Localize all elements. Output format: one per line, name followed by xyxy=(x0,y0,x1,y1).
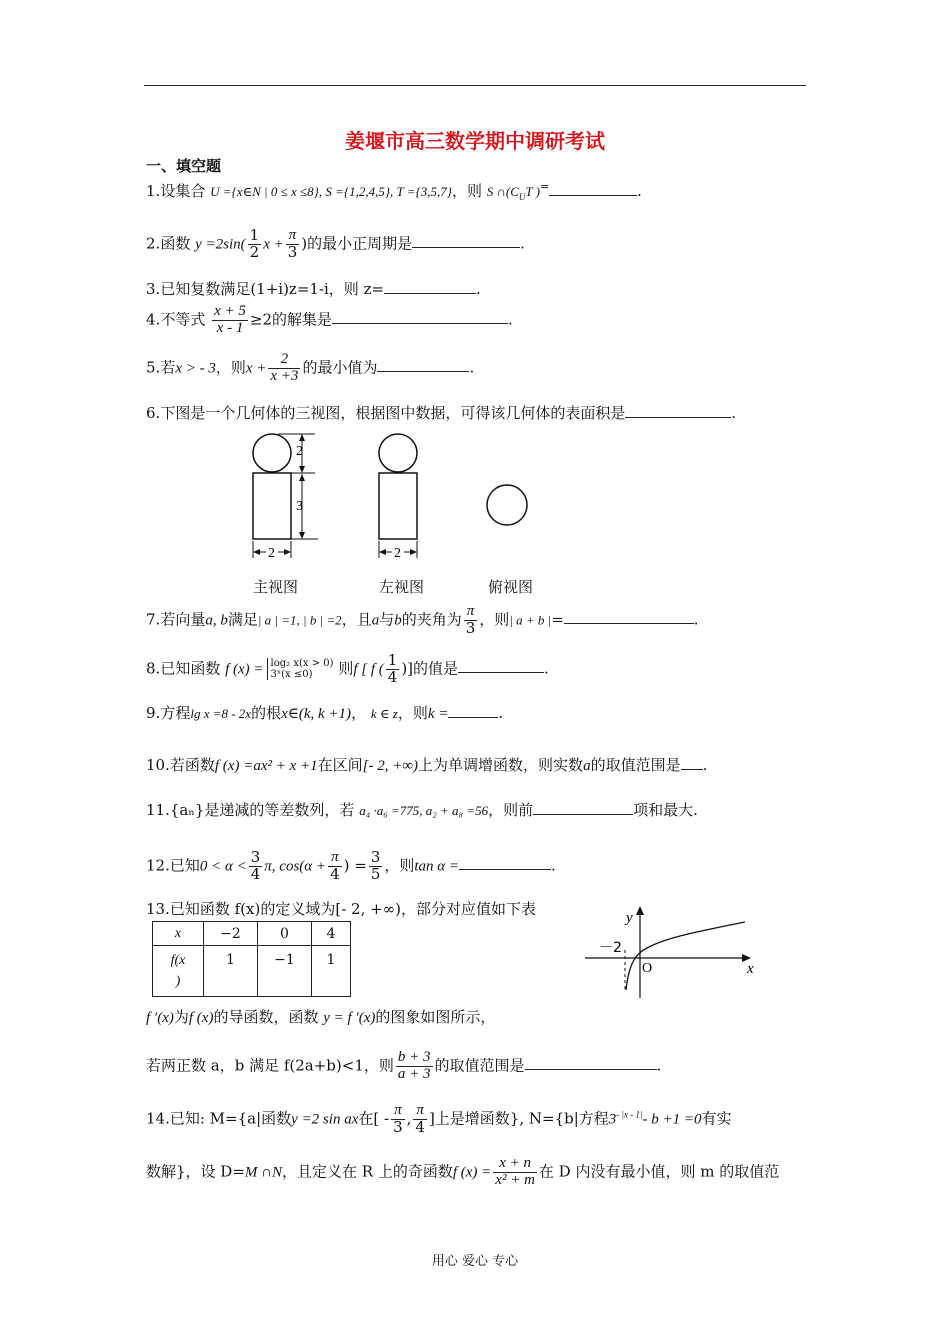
q5-x: x + xyxy=(245,360,267,377)
value-table xyxy=(152,921,351,997)
page-footer: 用心 爱心 专心 xyxy=(431,1254,519,1269)
q10-text: 若函数 xyxy=(169,756,215,774)
q8-ff: f [ f ( xyxy=(353,661,384,678)
q4-number: 4. xyxy=(146,310,161,329)
q8-fraction xyxy=(386,653,400,686)
q12-num1: 3 xyxy=(250,848,261,866)
arrow-head xyxy=(299,434,305,441)
arrow-head xyxy=(299,532,305,539)
q7-then: ，则 xyxy=(479,610,510,629)
x-axis-label: x xyxy=(747,961,754,977)
dim-label-w1: 2 xyxy=(268,546,275,561)
arrow-head xyxy=(299,466,305,473)
q14-num1: π xyxy=(391,1103,405,1120)
q13-cond: 若两正数 a，b 满足 f(2a+b)<1，则 xyxy=(146,1056,394,1075)
q8-close: )] xyxy=(401,659,414,678)
q14-den3: x² + m xyxy=(495,1171,535,1188)
q9-then: ，则 xyxy=(397,704,428,722)
table-row xyxy=(153,946,351,997)
answer-blank[interactable] xyxy=(564,609,694,624)
q11-then: ，则前 xyxy=(488,801,534,819)
q8-case1: log₂ x(x > 0) xyxy=(270,658,334,670)
y-axis-label: y xyxy=(626,910,633,926)
q14-line2c: ，且定义在 R 上的奇函数 xyxy=(282,1162,453,1181)
q12-den1: 4 xyxy=(250,864,261,883)
q12-den2: 4 xyxy=(330,864,340,883)
table-cell-part: f(x xyxy=(170,953,186,968)
section-heading: 一、填空题 xyxy=(146,157,222,175)
question-1: 1.设集合 U ={x∈N | 0 ≤ x ≤8}, S ={1,2,4,5}, T ={3,5,7}，则 S $\cap(C_UT$ )= . xyxy=(146,180,642,202)
q14-text: 已知: M={a|函数 xyxy=(169,1109,292,1128)
q14-exp: - |x - 1| xyxy=(616,1109,643,1120)
q12-eq: ) = xyxy=(343,856,367,875)
arrow-head xyxy=(410,549,417,555)
q7-den: 3 xyxy=(465,618,476,637)
q4-fraction xyxy=(212,304,248,337)
q13-number: 13. xyxy=(146,900,170,918)
arrow-head xyxy=(379,549,386,555)
question-14-line2 xyxy=(146,1156,779,1189)
q12-frac3 xyxy=(369,850,383,883)
table-row xyxy=(153,922,351,946)
q13-tail: 的取值范围是 xyxy=(434,1056,525,1075)
q3-text: 已知复数满足(1+i)z=1-i，则 z= xyxy=(160,280,385,298)
q7-vectors: a, b xyxy=(205,612,228,629)
q2-x: x + xyxy=(263,236,284,253)
question-13-line2 xyxy=(146,1006,495,1027)
question-5: 5.若x > - 3，则x + $\frac{2}{x +3}$ 的最小值为 . xyxy=(146,351,475,384)
q14-frac1 xyxy=(391,1103,405,1136)
q13-num: b + 3 xyxy=(397,1049,431,1065)
q8-number: 8. xyxy=(146,659,161,678)
q14-line2a: 数解}，设 D= xyxy=(146,1162,245,1181)
page-title: 姜堰市高三数学期中调研考试 xyxy=(345,129,605,153)
q9-number: 9. xyxy=(146,704,161,722)
q3-number: 3. xyxy=(146,280,161,298)
q7-b: b xyxy=(394,612,402,629)
answer-blank[interactable] xyxy=(412,233,520,248)
q5-fraction xyxy=(268,352,300,385)
question-13-line3: 若两正数 a，b 满足 f(2a+b)<1，则 $\frac{b + 3}{a + 3}$ 的取值范围是 . xyxy=(146,1049,662,1082)
q4-rel: ≥2 xyxy=(249,310,273,329)
q9-text: 方程 xyxy=(160,704,191,722)
q1-sub: U xyxy=(518,192,526,202)
q8-then: 则 xyxy=(338,659,354,678)
arrow-head xyxy=(299,474,305,481)
q13-desc2: 的图象如图所示， xyxy=(375,1008,496,1026)
q12-num2: π xyxy=(328,850,342,867)
q10-on: 在区间 xyxy=(317,756,363,774)
q13-is: 为 xyxy=(173,1008,189,1026)
arrow-head xyxy=(253,549,260,555)
q11-seq: {aₙ} xyxy=(169,801,205,819)
answer-blank[interactable] xyxy=(377,357,469,372)
q8-tail: 的值是 xyxy=(413,659,459,678)
q5-den: x +3 xyxy=(270,367,299,384)
answer-blank[interactable] xyxy=(459,855,551,870)
q2-pi-fraction xyxy=(286,228,300,261)
q7-text: 若向量 xyxy=(160,610,206,629)
q2-close: ) xyxy=(301,234,308,253)
q14-den2: 4 xyxy=(415,1117,425,1136)
three-views-figure xyxy=(240,428,560,568)
q7-eq: = xyxy=(551,610,564,629)
q7-cond: 满足 xyxy=(227,610,258,629)
arrow-head xyxy=(284,549,291,555)
q14-y: y =2 sin ax xyxy=(291,1111,359,1128)
q10-number: 10. xyxy=(146,756,170,774)
table-cell xyxy=(153,946,204,997)
table-cell-part: ) xyxy=(175,974,181,989)
q10-a: a xyxy=(583,758,591,774)
question-14 xyxy=(146,1103,731,1136)
q10-tail: 上为单调增函数，则实数 xyxy=(418,756,584,774)
table-cell: 1 xyxy=(312,946,351,997)
table-cell: −1 xyxy=(258,946,312,997)
y-axis-arrow xyxy=(636,906,644,915)
q4-den: x - 1 xyxy=(216,319,244,336)
q4-num: x + 5 xyxy=(214,303,246,319)
q8-num: 1 xyxy=(387,651,398,669)
q14-frac2 xyxy=(413,1103,427,1136)
q8-text: 已知函数 xyxy=(160,659,221,678)
q13-f: f (x) xyxy=(188,1010,214,1026)
q9-k: k = xyxy=(427,706,449,722)
q1-number: 1. xyxy=(146,182,161,200)
answer-blank[interactable] xyxy=(533,800,633,815)
q11-number: 11. xyxy=(146,801,170,819)
answer-blank[interactable] xyxy=(625,403,731,418)
answer-blank[interactable] xyxy=(448,703,498,718)
q8-f: f (x) = xyxy=(225,661,264,678)
q5-then: ，则 xyxy=(215,358,246,377)
q12-pi: π, cos(α + xyxy=(264,858,327,875)
q14-comma: , xyxy=(406,1109,412,1128)
q8-piecewise xyxy=(267,658,334,680)
q7-angle: 的夹角为 xyxy=(401,610,462,629)
q1-then: ，则 xyxy=(451,182,482,200)
question-13 xyxy=(146,898,536,919)
q7-mid: ，且 xyxy=(341,610,372,629)
q13-y: y = f ′(x) xyxy=(323,1010,376,1026)
label-top-view: 俯视图 xyxy=(488,578,534,596)
table-cell: 4 xyxy=(312,922,351,946)
q5-cond: x > - 3 xyxy=(175,360,216,377)
q12-number: 12. xyxy=(146,856,170,875)
q10-f: f (x) =ax² + x +1 xyxy=(214,758,318,774)
q12-tan: tan α = xyxy=(414,858,460,875)
table-cell: 1 xyxy=(204,946,258,997)
q7-mags: | a | =1, | b | =2 xyxy=(257,612,342,628)
q5-text: 若 xyxy=(160,358,176,377)
q13-text: 已知函数 f(x)的定义域为[- 2, +∞)，部分对应值如下表 xyxy=(169,900,537,918)
label-front-view: 主视图 xyxy=(253,578,299,596)
q7-num: π xyxy=(464,604,478,621)
answer-blank[interactable] xyxy=(549,181,637,196)
front-view-sphere xyxy=(253,434,291,472)
q11-text: 是递减的等差数列，若 xyxy=(204,801,355,819)
q7-number: 7. xyxy=(146,610,161,629)
q12-then: ，则 xyxy=(384,856,415,875)
q14-line2e: 在 D 内没有最小值，则 m 的取值范 xyxy=(538,1162,780,1181)
answer-blank[interactable] xyxy=(332,309,508,324)
q14-num2: π xyxy=(413,1103,427,1120)
q14-den1: 3 xyxy=(393,1117,403,1136)
table-cell: 0 xyxy=(258,922,312,946)
derivative-graph xyxy=(585,902,765,1002)
answer-blank[interactable] xyxy=(384,279,476,294)
question-2: 2.函数 y =2sin( $\frac{1}{2}$ x + $\frac{\pi}{3}$ )的最小正周期是 . xyxy=(146,226,525,261)
q12-frac1 xyxy=(249,850,263,883)
question-3: 3.已知复数满足(1+i)z=1-i，则 z= . xyxy=(146,280,481,298)
q14-number: 14. xyxy=(146,1109,170,1128)
q2-number: 2. xyxy=(146,234,161,253)
q2-fraction xyxy=(248,228,262,261)
derivative-curve xyxy=(626,922,745,990)
answer-blank[interactable] xyxy=(458,658,544,673)
q12-lt: 0 < α < xyxy=(199,858,247,875)
table-cell: −2 xyxy=(204,922,258,946)
q9-comma: ， xyxy=(351,704,367,722)
q2-pi-den: 3 xyxy=(287,242,298,261)
q13-fprime: f ′(x) xyxy=(146,1010,174,1026)
q14-num3: x + n xyxy=(493,1156,537,1173)
dim-label-3: 3 xyxy=(296,499,303,514)
q5-tail: 的最小值为 xyxy=(302,358,378,377)
q13-desc: 的导函数，函数 xyxy=(213,1008,319,1026)
label-side-view: 左视图 xyxy=(379,578,425,596)
q12-text: 已知 xyxy=(169,856,200,875)
q6-text: 下图是一个几何体的三视图，根据图中数据，可得该几何体的表面积是 xyxy=(160,404,626,422)
question-11 xyxy=(146,799,698,820)
q12-frac2 xyxy=(328,850,342,883)
side-view-sphere xyxy=(379,434,417,472)
q9-kz: k ∈ z xyxy=(370,706,398,721)
side-view-cylinder xyxy=(379,473,417,539)
question-10: 10.若函数f (x) =ax² + x +1在区间[- 2, +∞)上为单调增函数，则实数a的取值范围是 . xyxy=(146,756,708,774)
question-9: 9.方程lg x =8 - 2x的根x∈(k, k +1)， k ∈ z，则k = . xyxy=(146,704,504,722)
q12-den3: 5 xyxy=(370,864,381,883)
front-view-cylinder xyxy=(253,473,291,539)
top-view-circle xyxy=(487,485,527,525)
q2-den: 2 xyxy=(249,242,260,261)
q11-cond: a₄ ·a₆ =775, a₂ + a₈ =56 xyxy=(359,803,489,818)
q14-eq: 3 xyxy=(608,1111,617,1128)
q2-tail: 的最小正周期是 xyxy=(307,234,413,253)
q9-eq: lg x =8 - 2x xyxy=(190,706,252,721)
q7-a: a xyxy=(371,612,380,629)
q5-number: 5. xyxy=(146,358,161,377)
q7-with: 与 xyxy=(379,610,395,629)
q10-interval: [- 2, +∞) xyxy=(362,758,419,774)
q1-text: 设集合 xyxy=(160,182,206,200)
header-rule xyxy=(144,85,806,86)
q5-num: 2 xyxy=(268,352,300,369)
q9-root: 的根 xyxy=(251,704,282,722)
q6-number: 6. xyxy=(146,404,161,422)
q7-expr: | a + b | xyxy=(509,612,552,628)
question-4: 4.不等式 $\frac{x + 5}{x - 1}$ ≥2的解集是 . xyxy=(146,303,513,336)
dim-label-2: 2 xyxy=(296,444,303,459)
q14-on: 在[ - xyxy=(358,1109,390,1128)
q14-frac3 xyxy=(493,1156,537,1189)
answer-blank[interactable] xyxy=(525,1055,657,1070)
question-8: 8.已知函数 f (x) = log₂ x(x > 0) 3ˣ(x ≤0) 则f [ f ( $\frac{1}{4}$ )]的值是 . xyxy=(146,651,549,686)
table-cell: x xyxy=(153,922,204,946)
q14-tail: 有实 xyxy=(701,1109,732,1128)
q13-fraction xyxy=(396,1050,433,1083)
q14-line2b: M ∩N xyxy=(244,1164,283,1181)
dim-label-w2: 2 xyxy=(394,546,401,561)
q1-sets: U ={x∈N | 0 ≤ x ≤8}, S ={1,2,4,5}, T ={3,5,7} xyxy=(210,184,452,199)
q13-den: a + 3 xyxy=(397,1065,431,1082)
q14-eq2: - b +1 =0 xyxy=(642,1111,702,1128)
q12-num3: 3 xyxy=(370,848,381,866)
q8-den: 4 xyxy=(387,667,398,686)
q14-mid: ]上是增函数}, N={b|方程 xyxy=(428,1109,609,1128)
q1-expr-end: T ) xyxy=(525,184,540,199)
q2-text: 函数 xyxy=(160,234,191,253)
question-12: 12.已知0 < α < $\frac{3}{4}$ π, cos(α + $\frac{\pi}{4}$ ) = $\frac{3}{5}$ ，则tan α = . xyxy=(146,848,556,883)
q1-expr: S ∩(C xyxy=(486,184,519,199)
q2-pi-num: π xyxy=(286,228,300,245)
question-6: 6.下图是一个几何体的三视图，根据图中数据，可得该几何体的表面积是 . xyxy=(146,404,737,422)
q11-tail: 项和最大. xyxy=(633,801,698,819)
q10-tail2: 的取值范围是 xyxy=(590,756,681,774)
q2-expr: y =2sin( xyxy=(195,236,246,253)
question-7: 7.若向量a, b满足| a | =1, | b | =2，且a与b的夹角为 $\frac{\pi}{3}$ ，则| a + b |= . xyxy=(146,603,699,637)
q9-interval: x∈(k, k +1) xyxy=(281,706,352,722)
q4-text: 不等式 xyxy=(160,310,206,329)
q1-eq: = xyxy=(539,180,550,193)
answer-blank[interactable] xyxy=(681,755,703,770)
q2-num: 1 xyxy=(249,226,260,244)
q14-line2d: f (x) = xyxy=(452,1164,492,1181)
q8-case2: 3ˣ(x ≤0) xyxy=(270,669,313,681)
q7-fraction xyxy=(464,604,478,637)
origin-label: O xyxy=(642,961,653,976)
q4-tail: 的解集是 xyxy=(272,310,333,329)
tick-label: －2 xyxy=(599,940,622,956)
